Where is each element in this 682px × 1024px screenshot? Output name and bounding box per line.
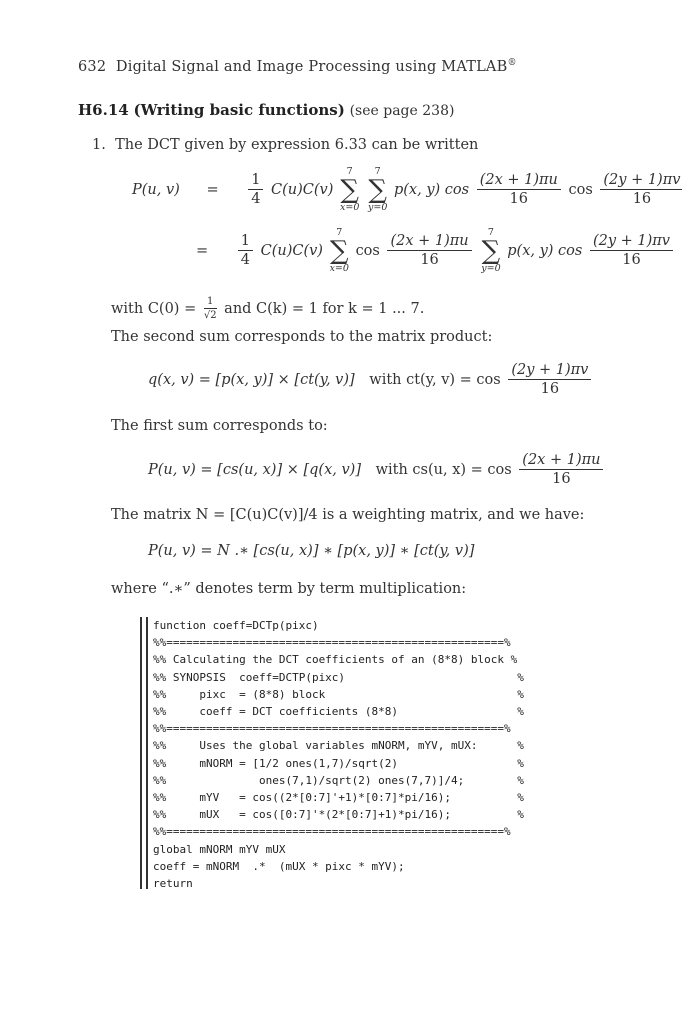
one-over-sqrt2: $\frac{1}{√2}$ <box>203 296 217 321</box>
code-line: return <box>153 877 193 891</box>
p-lhs: P(u, v) = [cs(u, x)] × [q(x, v)] <box>148 461 361 478</box>
quarter-fraction-2: $\frac{1}{4}$ <box>238 233 253 268</box>
code-line: %% coeff = DCT coefficients (8*8) % <box>153 705 524 719</box>
item-number: 1. <box>92 137 106 153</box>
matrix-n-text: The matrix N = [C(u)C(v)]/4 is a weighting matrix, and we have: <box>111 507 585 523</box>
code-line: %% mYV = cos((2*[0:7]'+1)*[0:7]*pi/16); % <box>153 791 524 805</box>
eq-sign-2: = <box>196 242 209 259</box>
code-line: %% pixc = (8*8) block % <box>153 687 524 701</box>
cu-cv-2: C(u)C(v) <box>260 242 323 259</box>
q-frac: $\frac{(2y + 1)\pi v}{16}$ <box>508 362 591 397</box>
quarter-fraction: $\frac{1}{4}$ <box>248 172 263 207</box>
q-with: with ct(y, v) = cos <box>369 371 501 388</box>
code-line: %%===================================================% <box>153 825 511 839</box>
frac-v: $\frac{(2y + 1)\pi v}{16}$ <box>600 172 682 207</box>
cos-label-2: cos <box>355 242 380 259</box>
equation-line-1 <box>132 167 682 212</box>
code-block <box>145 617 575 892</box>
frac-u: $\frac{(2x + 1)\pi u}{16}$ <box>477 172 561 207</box>
code-line: %%===================================================% <box>153 636 511 650</box>
sum-x: 7 ∑ x=0 <box>340 166 360 213</box>
sum-x-2: 7 ∑ x=0 <box>329 227 349 274</box>
code-line: %% mUX = cos([0:7]'*(2*[0:7]+1)*pi/16); % <box>153 808 524 822</box>
p-with: with cs(u, x) = cos <box>375 461 512 478</box>
second-sum-text: The second sum corresponds to the matrix product: <box>111 329 493 345</box>
section-id: H6.14 <box>78 101 129 119</box>
section-heading <box>78 101 454 119</box>
with-c-prefix: with C(0) = <box>111 300 197 317</box>
section-title: (Writing basic functions) <box>133 101 345 119</box>
code-line: function coeff=DCTp(pixc) <box>153 619 319 632</box>
pxy-cos: p(x, y) cos <box>393 181 470 198</box>
eq-lhs: P(u, v) <box>132 181 180 198</box>
with-c-line <box>111 296 424 321</box>
code-line: global mNORM mYV mUX <box>153 842 286 856</box>
n-equation: P(u, v) = N .∗ [cs(u, x)] ∗ [p(x, y)] ∗ [ct(y, v)] <box>148 543 475 559</box>
code-listing <box>140 617 575 889</box>
book-title: Digital Signal and Image Processing using MATLAB <box>115 58 508 75</box>
sum-y-2: 7 ∑ y=0 <box>481 227 501 274</box>
running-header <box>78 58 517 75</box>
p-equation <box>148 452 606 487</box>
sum-y: 7 ∑ y=0 <box>368 166 388 213</box>
section-page-ref: (see page 238) <box>349 103 455 119</box>
pxy-cos-2: p(x, y) cos <box>507 242 583 259</box>
code-line: %% SYNOPSIS coeff=DCTP(pixc) % <box>153 670 524 684</box>
equation-line-2 <box>196 228 676 273</box>
code-line: %% Calculating the DCT coefficients of an (8*8) block % <box>153 653 518 667</box>
registered-mark: ® <box>507 58 517 68</box>
page-number: 632 <box>78 58 107 75</box>
q-lhs: q(x, v) = [p(x, y)] × [ct(y, v)] <box>148 371 355 388</box>
code-line: coeff = mNORM .* (mUX * pixc * mYV); <box>153 859 405 873</box>
q-equation <box>148 362 594 397</box>
cu-cv: C(u)C(v) <box>271 181 334 198</box>
item-1 <box>92 137 478 153</box>
with-c-suffix: and C(k) = 1 for k = 1 ... 7. <box>224 300 425 317</box>
code-line: %%===================================================% <box>153 722 511 736</box>
code-listing-rule <box>146 617 148 889</box>
code-line: %% Uses the global variables mNORM, mYV, mUX: % <box>153 739 524 753</box>
frac-v-2: $\frac{(2y + 1)\pi v}{16}$ <box>590 233 673 268</box>
first-sum-text: The first sum corresponds to: <box>111 418 328 434</box>
where-text: where “.∗” denotes term by term multiplication: <box>111 581 467 597</box>
eq-sign: = <box>206 181 219 198</box>
p-frac: $\frac{(2x + 1)\pi u}{16}$ <box>519 452 603 487</box>
code-line: %% mNORM = [1/2 ones(1,7)/sqrt(2) % <box>153 756 524 770</box>
frac-u-2: $\frac{(2x + 1)\pi u}{16}$ <box>387 233 471 268</box>
code-line: %% ones(7,1)/sqrt(2) ones(7,7)]/4; % <box>153 773 524 787</box>
item-text: The DCT given by expression 6.33 can be written <box>115 137 479 153</box>
cos-label: cos <box>568 181 593 198</box>
